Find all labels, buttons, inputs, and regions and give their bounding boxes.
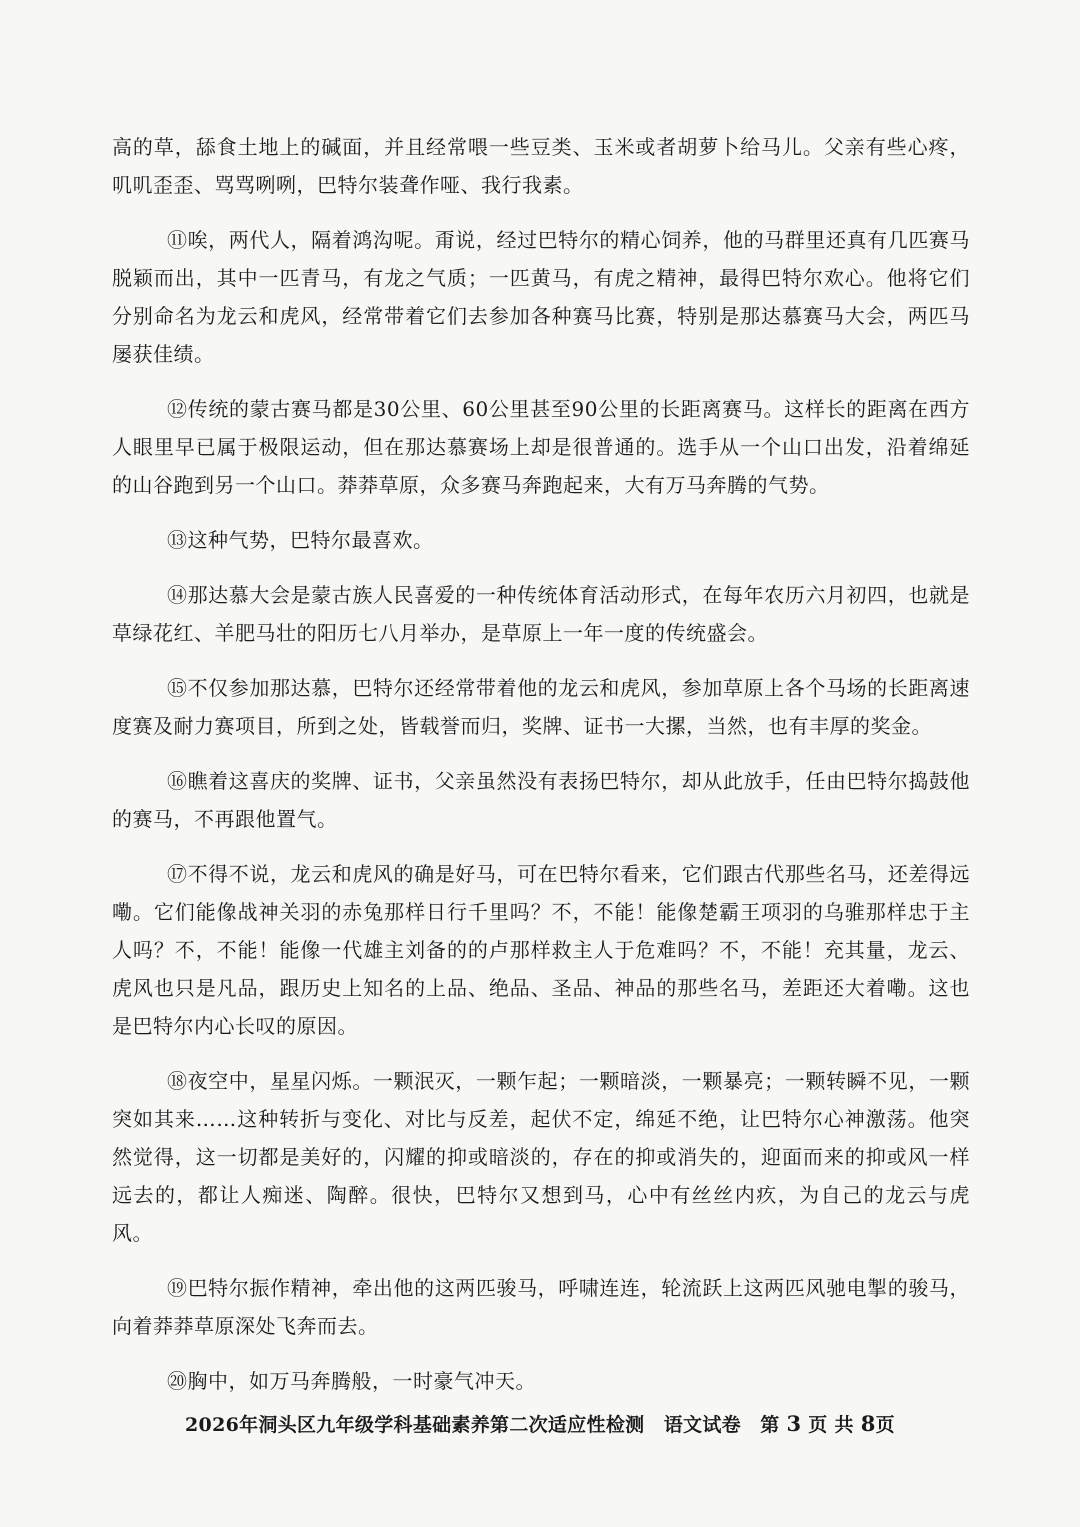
article-body: [112, 128, 970, 1417]
page-total: 8: [860, 1411, 876, 1436]
page-number: 3: [786, 1411, 802, 1436]
paragraph-18: ⑱夜空中，星星闪烁。一颗泯灭，一颗乍起；一颗暗淡，一颗暴亮；一颗转瞬不见，一颗突如其来……这种转折与变化、对比与反差，起伏不定，绵延不绝，让巴特尔心神激荡。他突然觉得，这一切都是美好的，闪耀的抑或暗淡的，存在的抑或消失的，迎面而来的抑或风一样远去的，都让人痴迷、陶醉。很快，巴特尔又想到马，心中有丝丝内疚，为自己的龙云与虎风。: [112, 1069, 970, 1245]
paragraph-13: ⑬这种气势，巴特尔最喜欢。: [167, 528, 434, 552]
paragraph-20: ⑳胸中，如万马奔腾般，一时豪气冲天。: [167, 1369, 536, 1393]
exam-title: 2026年洞头区九年级学科基础素养第二次适应性检测 语文试卷: [185, 1414, 761, 1436]
paragraph-19: ⑲巴特尔振作精神，牵出他的这两匹骏马，呼啸连连，轮流跃上这两匹风驰电掣的骏马，向着莽莽草原深处飞奔而去。: [112, 1276, 970, 1338]
paragraph-12: ⑫传统的蒙古赛马都是30公里、60公里甚至90公里的长距离赛马。这样长的距离在西方人眼里早已属于极限运动，但在那达慕赛场上却是很普通的。选手从一个山口出发，沿着绵延的山谷跑到另一个山口。莽莽草原，众多赛马奔跑起来，大有万马奔腾的气势。: [112, 397, 970, 497]
paragraph-11: ⑪唉，两代人，隔着鸿沟呢。甭说，经过巴特尔的精心饲养，他的马群里还真有几匹赛马脱颖而出，其中一匹青马，有龙之气质；一匹黄马，有虎之精神，最得巴特尔欢心。他将它们分别命名为龙云和虎风，经常带着它们去参加各种赛马比赛，特别是那达慕赛马大会，两匹马屡获佳绩。: [112, 228, 970, 366]
paragraph-17: ⑰不得不说，龙云和虎风的确是好马，可在巴特尔看来，它们跟古代那些名马，还差得远嘞。它们能像战神关羽的赤兔那样日行千里吗？不，不能！能像楚霸王项羽的乌骓那样忠于主人吗？不，不能！能像一代雄主刘备的的卢那样救主人于危难吗？不，不能！充其量，龙云、虎风也只是凡品，跟历史上知名的上品、绝品、圣品、神品的那些名马，差距还大着嘞。这也是巴特尔内心长叹的原因。: [112, 862, 970, 1038]
paragraph-16: ⑯瞧着这喜庆的奖牌、证书，父亲虽然没有表扬巴特尔，却从此放手，任由巴特尔捣鼓他的赛马，不再跟他置气。: [112, 769, 970, 831]
paragraph-continuation: 高的草，舔食土地上的碱面，并且经常喂一些豆类、玉米或者胡萝卜给马儿。父亲有些心疼，叽叽歪歪、骂骂咧咧，巴特尔装聋作哑、我行我素。: [112, 135, 970, 197]
page-suffix: 页: [875, 1414, 895, 1436]
paragraph-15: ⑮不仅参加那达慕，巴特尔还经常带着他的龙云和虎风，参加草原上各个马场的长距离速度赛及耐力赛项目，所到之处，皆载誉而归，奖牌、证书一大摞，当然，也有丰厚的奖金。: [112, 676, 970, 738]
page-prefix: 第: [760, 1414, 787, 1436]
paragraph-14: ⑭那达慕大会是蒙古族人民喜爱的一种传统体育活动形式，在每年农历六月初四，也就是草绿花红、羊肥马壮的阳历七八月举办，是草原上一年一度的传统盛会。: [112, 583, 970, 645]
page-footer: [0, 1409, 1080, 1440]
page-middle: 页 共: [801, 1414, 861, 1436]
